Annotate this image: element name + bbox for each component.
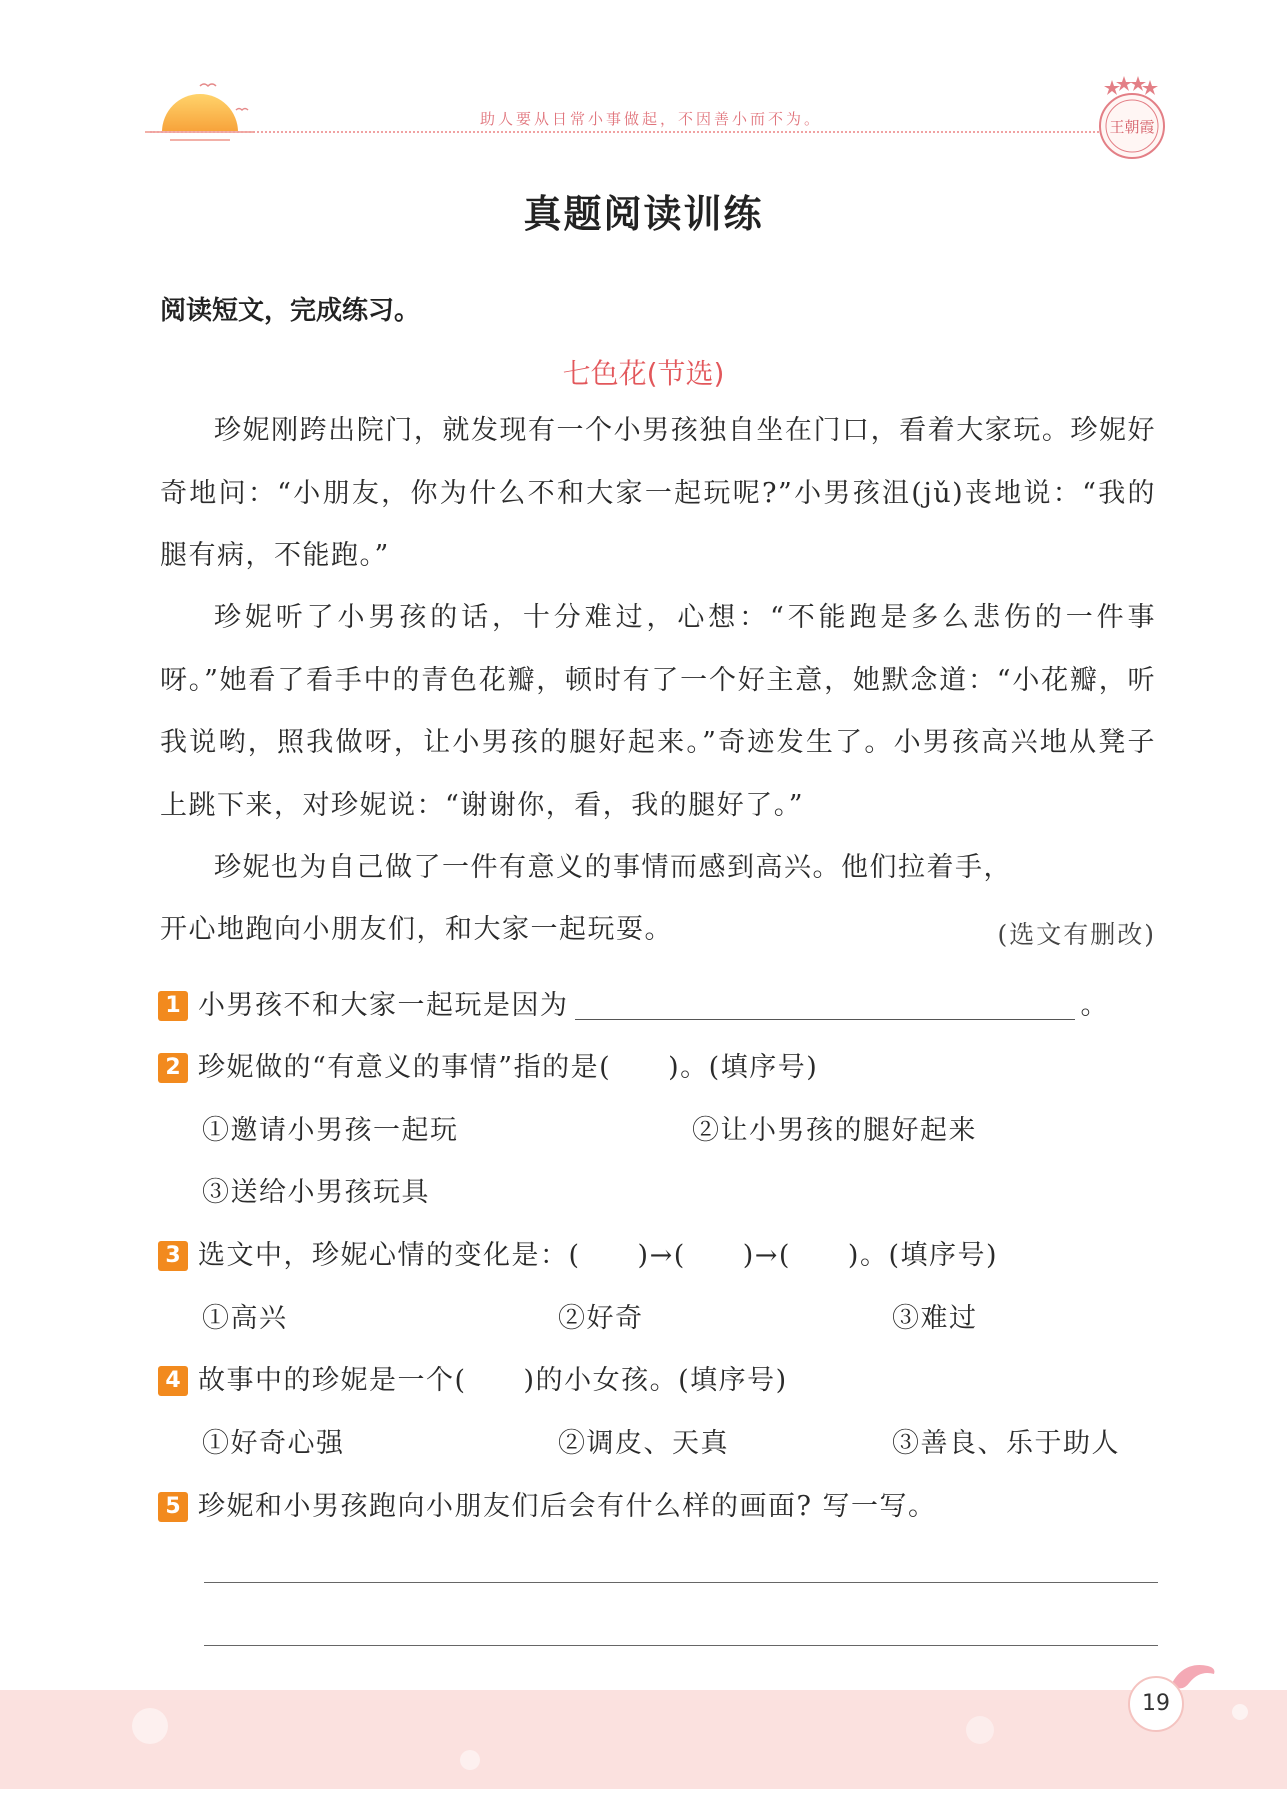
q2-option-3[interactable]: ③送给小男孩玩具 [202,1177,430,1208]
page-title: 真题阅读训练 [523,192,764,236]
sunset-icon [140,70,260,150]
question-4 [158,1358,788,1397]
source-note: (选文有删改) [997,920,1156,949]
story-paragraph-1: 珍妮刚跨出院门，就发现有一个小男孩独自坐在门口，看着大家玩。珍妮好奇地问：“小朋友，你为什么不和大家一起玩呢?”小男孩沮(jǔ)丧地说：“我的腿有病，不能跑。” [160,415,1156,571]
q4-option-3[interactable]: ③善良、乐于助人 [892,1428,1120,1459]
question-text: 故事中的珍妮是一个( )的小女孩。(填序号) [198,1365,788,1396]
question-2 [158,1045,818,1084]
answer-line-2[interactable] [204,1645,1158,1646]
page-header [0,0,1287,170]
question-text: 珍妮做的“有意义的事情”指的是( )。(填序号) [198,1052,819,1083]
q4-option-1[interactable]: ①好奇心强 [202,1428,345,1459]
header-motto: 助人要从日常小事做起，不因善小而不为。 [480,110,823,128]
q4-option-2[interactable]: ②调皮、天真 [558,1428,729,1459]
header-dotted-line [150,131,1110,133]
instruction: 阅读短文，完成练习。 [160,296,421,326]
answer-blank[interactable] [575,995,1075,1020]
q2-option-2[interactable]: ②让小男孩的腿好起来 [692,1115,977,1146]
q3-option-3[interactable]: ③难过 [892,1303,978,1334]
question-5 [158,1484,937,1523]
question-1: 1 小男孩不和大家一起玩是因为 。 [158,983,1109,1022]
question-text: 珍妮和小男孩跑向小朋友们后会有什么样的画面? 写一写。 [198,1491,937,1522]
question-number: 1 [158,991,188,1021]
question-3 [158,1233,998,1272]
story-paragraph-3-cont: 开心地跑向小朋友们，和大家一起玩耍。 [160,914,673,945]
story-paragraph-3: 珍妮也为自己做了一件有意义的事情而感到高兴。他们拉着手， [214,852,1012,883]
q3-option-2[interactable]: ②好奇 [558,1303,644,1334]
seal-text: 王朝霞 [1109,118,1155,136]
question-number: 3 [158,1241,188,1271]
seal-stamp-icon [1092,74,1172,166]
question-text: 小男孩不和大家一起玩是因为 [198,990,569,1021]
question-text: 选文中，珍妮心情的变化是：( )→( )→( )。(填序号) [198,1240,999,1271]
story-title: 七色花(节选) [562,357,725,390]
footer-band [0,1690,1287,1789]
question-number: 2 [158,1053,188,1083]
footer-decoration [0,1690,1287,1789]
question-number: 4 [158,1366,188,1396]
answer-line-1[interactable] [204,1582,1158,1583]
page-number: 19 [1128,1676,1184,1732]
question-number: 5 [158,1492,188,1522]
story-paragraph-2: 珍妮听了小男孩的话，十分难过，心想：“不能跑是多么悲伤的一件事呀。”她看了看手中的青色花瓣，顿时有了一个好主意，她默念道：“小花瓣，听我说哟，照我做呀，让小男孩的腿好起来。”奇迹发生了。小男孩高兴地从凳子上跳下来，对珍妮说：“谢谢你，看，我的腿好了。” [160,602,1156,821]
q2-option-1[interactable]: ①邀请小男孩一起玩 [202,1115,459,1146]
q3-option-1[interactable]: ①高兴 [202,1303,288,1334]
